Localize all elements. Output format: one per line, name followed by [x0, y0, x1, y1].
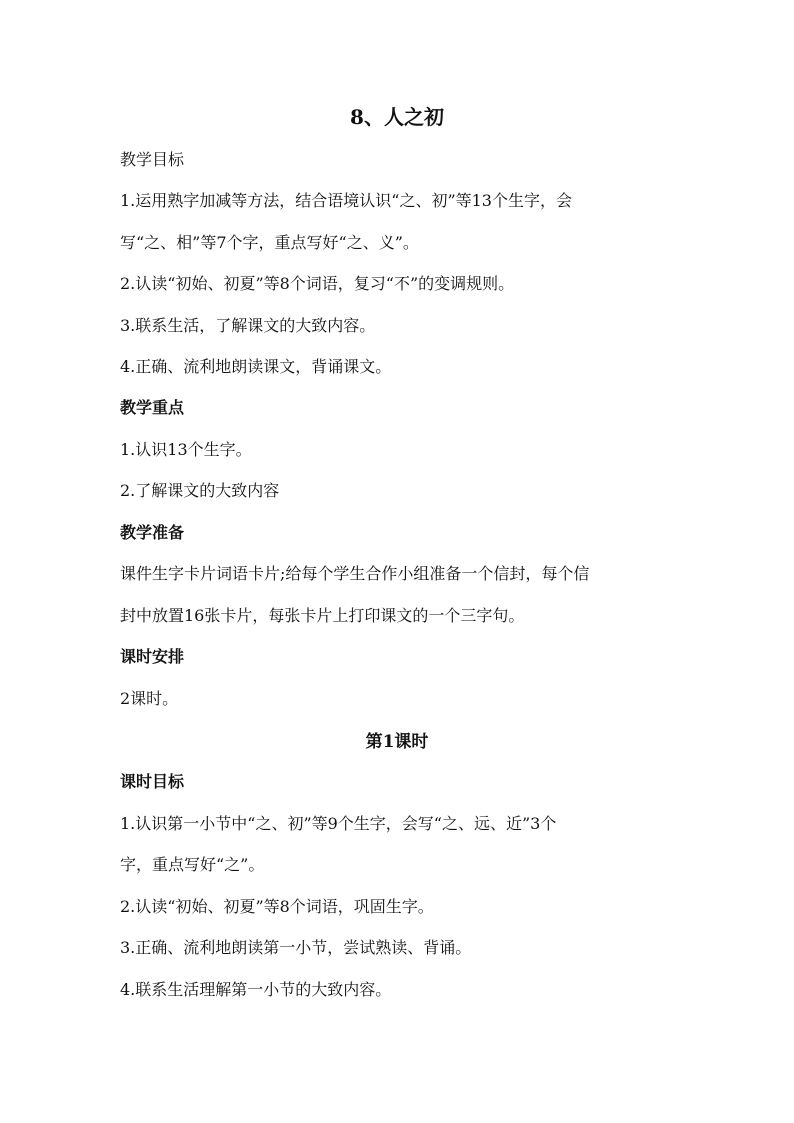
lesson-goals-heading: 课时目标 [120, 772, 185, 791]
goals-heading: 教学目标 [120, 150, 185, 169]
goal-line: 2.认读“初始、初夏”等8个词语，复习“不”的变调规则。 [120, 274, 515, 293]
prep-line: 封中放置16张卡片，每张卡片上打印课文的一个三字句。 [120, 606, 525, 625]
lesson-goal-line: 2.认读“初始、初夏”等8个词语，巩固生字。 [120, 897, 434, 916]
goal-line: 3.联系生活，了解课文的大致内容。 [120, 316, 376, 335]
lesson-goal-line: 字，重点写好“之”。 [120, 855, 265, 874]
schedule-heading: 课时安排 [120, 647, 185, 666]
schedule-line: 2课时。 [120, 689, 179, 708]
goal-line: 写“之、相”等7个字，重点写好“之、义”。 [120, 233, 419, 252]
document-title: 8、人之初 [350, 105, 444, 129]
goal-line: 1.运用熟字加减等方法，结合语境认识“之、初”等13个生字，会 [120, 191, 572, 210]
key-line: 1.认识13个生字。 [120, 440, 252, 459]
goal-line: 4.正确、流利地朗读课文，背诵课文。 [120, 357, 392, 376]
key-line: 2.了解课文的大致内容 [120, 481, 280, 500]
lesson-title: 第1课时 [365, 732, 429, 752]
lesson-goal-line: 4.联系生活理解第一小节的大致内容。 [120, 980, 392, 999]
prep-line: 课件生字卡片词语卡片;给每个学生合作小组准备一个信封，每个信 [120, 564, 590, 583]
lesson-goal-line: 1.认识第一小节中“之、初”等9个生字，会写“之、远、近”3个 [120, 814, 557, 833]
key-heading: 教学重点 [120, 398, 185, 417]
lesson-goal-line: 3.正确、流利地朗读第一小节，尝试熟读、背诵。 [120, 938, 472, 957]
prep-heading: 教学准备 [120, 523, 185, 542]
